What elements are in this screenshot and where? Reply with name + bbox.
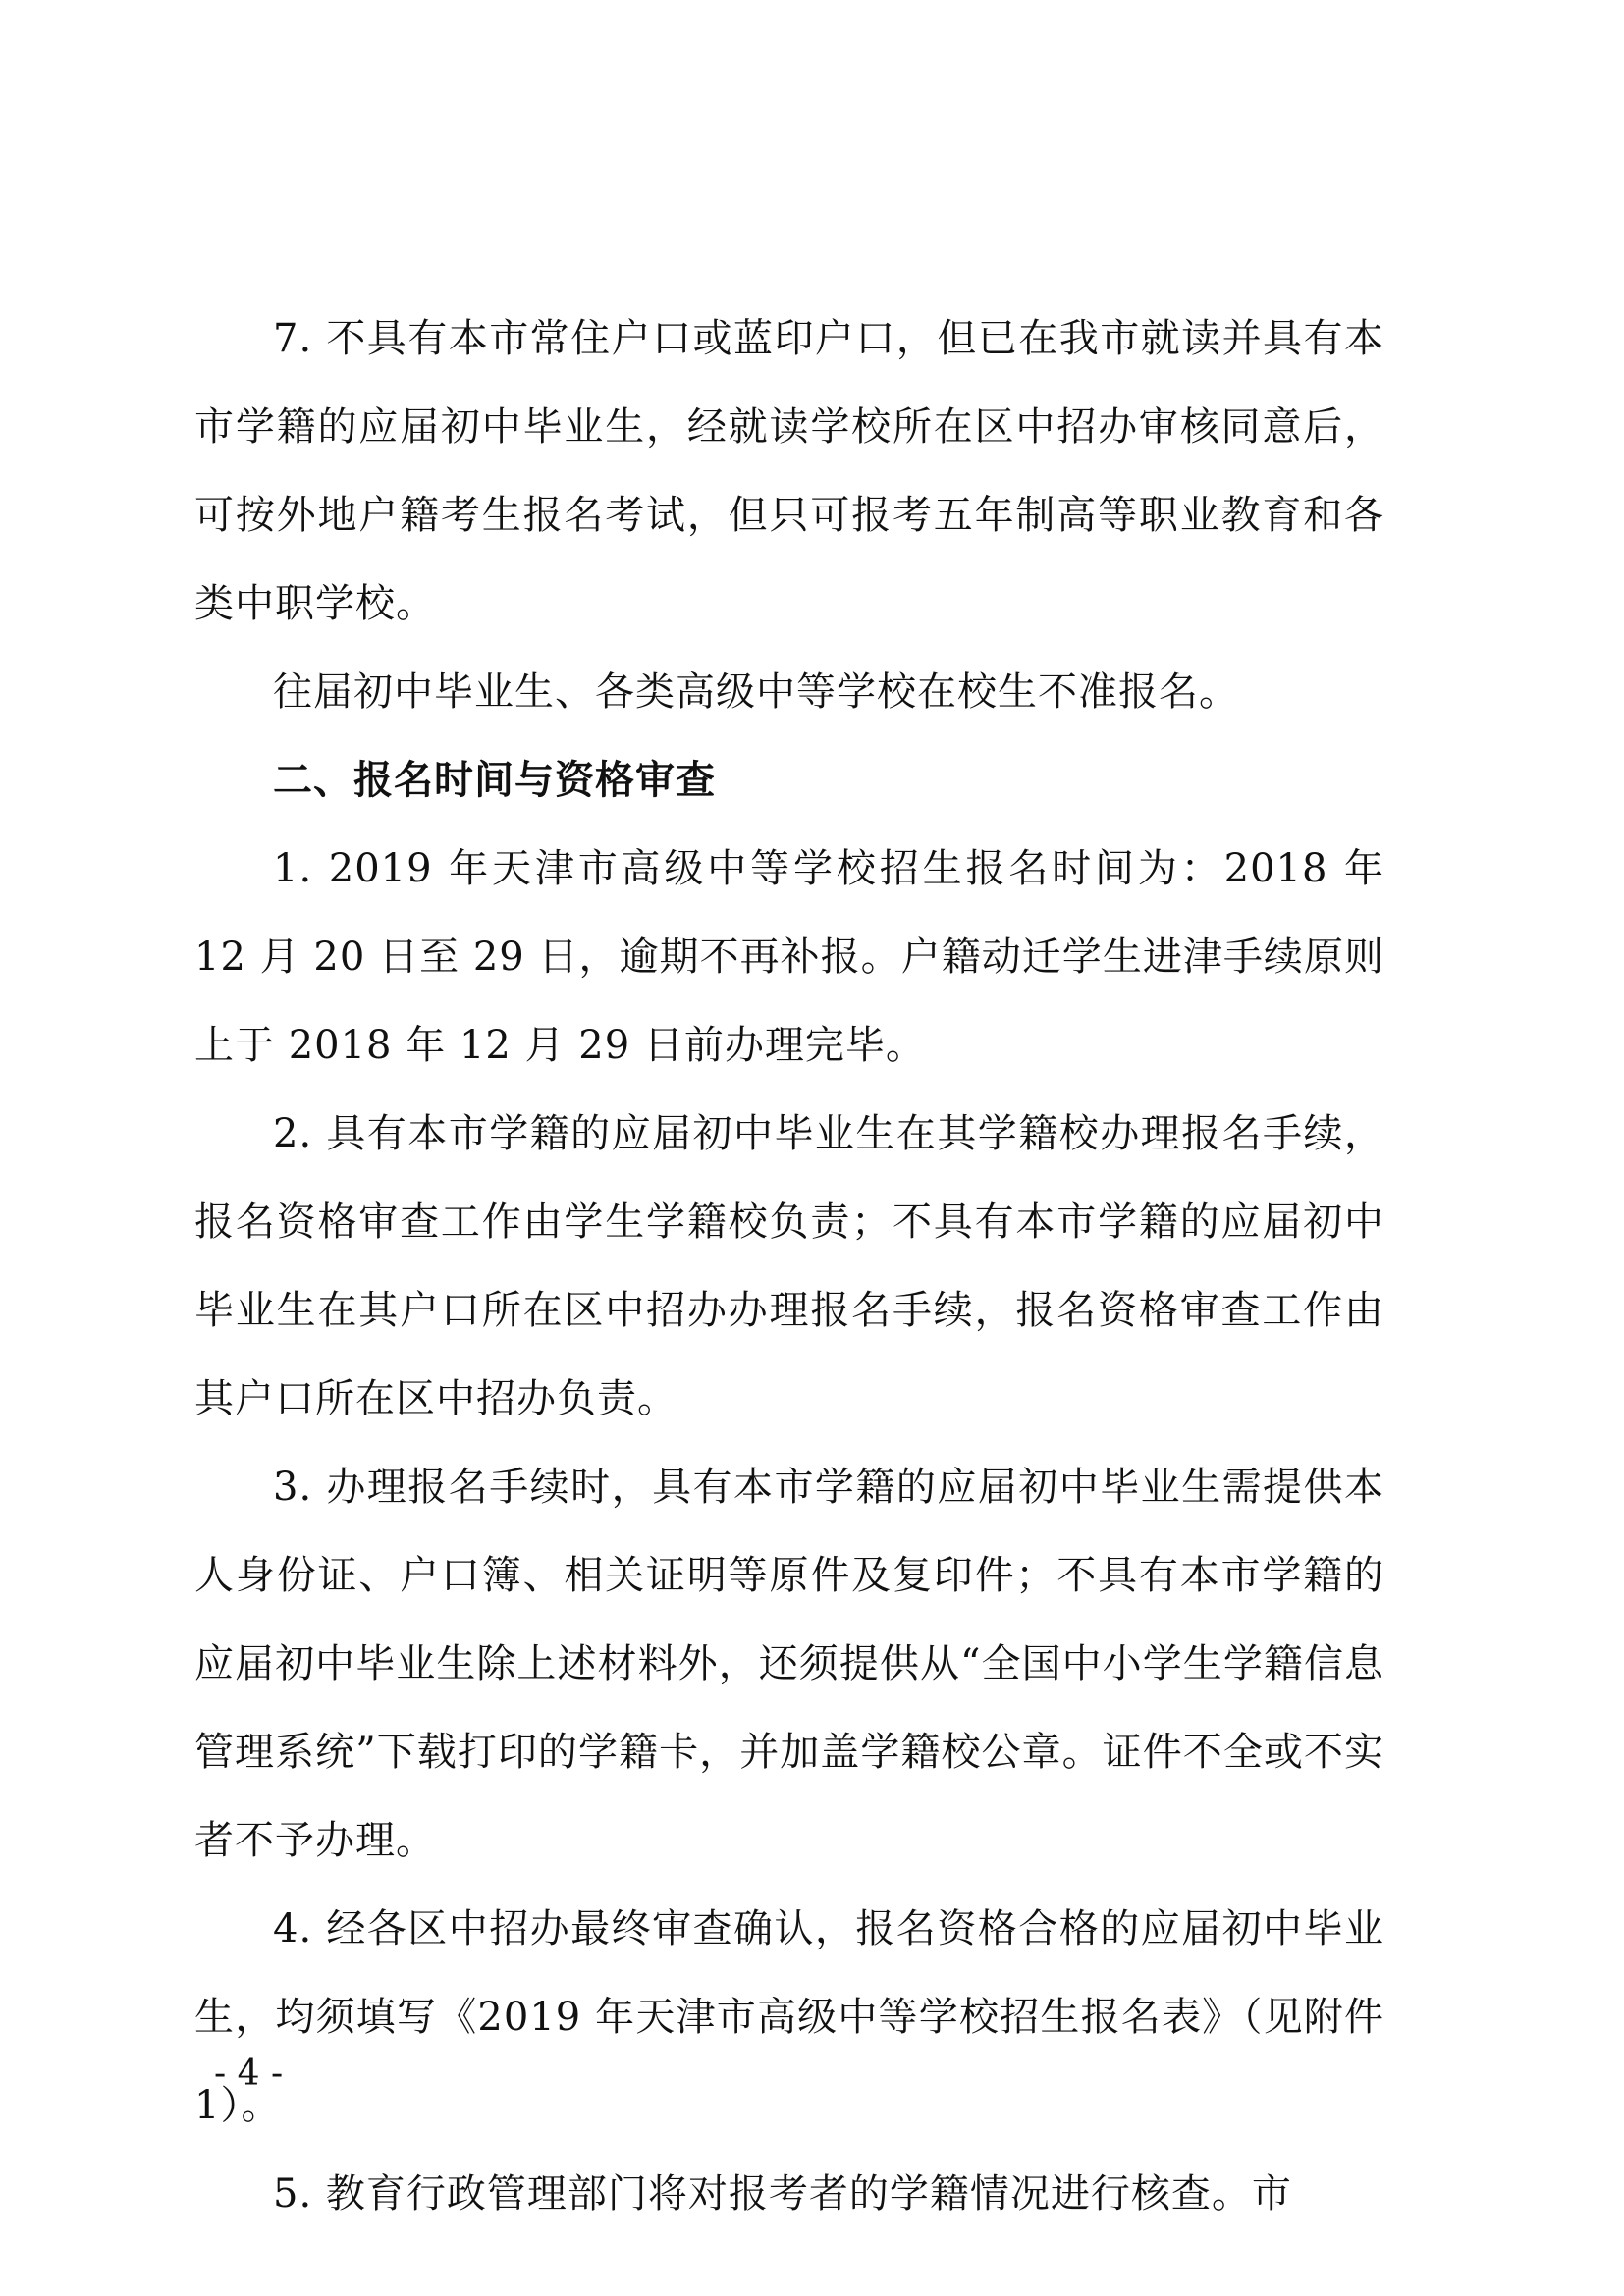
paragraph-registration-form: 4. 经各区中招办最终审查确认，报名资格合格的应届初中毕业生，均须填写《2019 年天津市高级中等学校招生报名表》（见附件 1）。 xyxy=(194,1906,1384,2128)
document-body xyxy=(194,294,1384,2238)
page-number: - 4 - xyxy=(214,2054,284,2094)
paragraph-note-previous-graduates: 往届初中毕业生、各类高级中等学校在校生不准报名。 xyxy=(273,669,1239,715)
paragraph-item-7: 7. 不具有本市常住户口或蓝印户口，但已在我市就读并具有本市学籍的应届初中毕业生，经就读学校所在区中招办审核同意后，可按外地户籍考生报名考试，但只可报考五年制高等职业教育和各类中职学校。 xyxy=(194,316,1384,626)
paragraph-registration-time: 1. 2019 年天津市高级中等学校招生报名时间为：2018 年 12 月 20 日至 29 日，逾期不再补报。户籍动迁学生进津手续原则上于 2018 年 12 月 29 日前办理完毕。 xyxy=(194,846,1384,1068)
section-heading-registration: 二、报名时间与资格审查 xyxy=(273,758,716,803)
paragraph-registration-location: 2. 具有本市学籍的应届初中毕业生在其学籍校办理报名手续，报名资格审查工作由学生学籍校负责；不具有本市学籍的应届初中毕业生在其户口所在区中招办办理报名手续，报名资格审查工作由其户口所在区中招办负责。 xyxy=(194,1111,1384,1421)
paragraph-verification: 5. 教育行政管理部门将对报考者的学籍情况进行核查。市 xyxy=(273,2171,1292,2216)
paragraph-required-documents: 3. 办理报名手续时，具有本市学籍的应届初中毕业生需提供本人身份证、户口簿、相关证明等原件及复印件；不具有本市学籍的应届初中毕业生除上述材料外，还须提供从“全国中小学生学籍信息管理系统”下载打印的学籍卡，并加盖学籍校公章。证件不全或不实者不予办理。 xyxy=(194,1465,1384,1863)
